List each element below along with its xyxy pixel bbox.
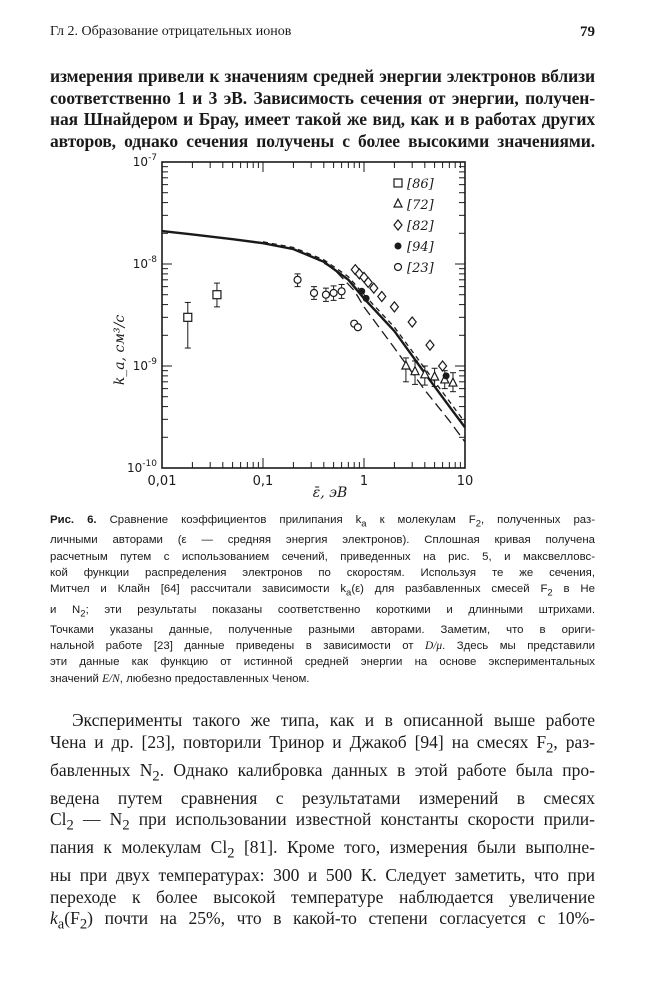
caption-line: нальной работе [23] данные приведены в зависимости от D/μ. Здесь мы представили	[50, 640, 595, 653]
legend-marker-open-circle	[395, 264, 402, 271]
legend-label: [23]	[407, 261, 434, 276]
paragraph-top	[50, 66, 595, 152]
text-line: авторов, однако сечения получены с более высокими значениями.	[50, 130, 595, 151]
text-line: ная Шнайдером и Брау, имеет такой же вид, как и в работах других	[50, 109, 595, 129]
text-line: $k_a(F_2)$ почти на 25%, что в какой-то степени согласуется с 10%-	[50, 908, 595, 933]
caption-line: и $N_2$; эти результаты показаны соответственно короткими и длинными штрихами.	[50, 603, 595, 619]
data-point-diamond	[439, 361, 447, 371]
data-point-triangle	[411, 367, 419, 375]
data-point-diamond	[426, 340, 434, 350]
data-point-filled-circle	[443, 372, 450, 379]
paragraph-bottom	[50, 710, 595, 936]
y-axis-label: k_a, см³/с	[112, 314, 128, 386]
data-point-triangle	[402, 361, 410, 369]
data-point-diamond	[390, 302, 398, 312]
data-point-square	[213, 291, 221, 299]
y-tick-label: $10^{-9}$	[132, 357, 157, 373]
page-header	[50, 24, 595, 46]
legend-label: [86]	[407, 177, 434, 192]
data-point-open-circle	[330, 289, 337, 296]
y-tick-label: $10^{-8}$	[132, 255, 157, 271]
legend-marker-triangle	[394, 199, 402, 207]
caption-line: Точками указаны данные, полученные разными авторами. Заметим, что в ориги-	[50, 624, 595, 637]
text-line: ведена путем сравнения с результатами измерений в смесях	[50, 787, 595, 808]
text-line: $Cl_2$ — $N_2$ при использовании известной константы скорости прили-	[50, 809, 595, 834]
x-axis-label: ε̄, эВ	[312, 485, 348, 501]
text-line: Чена и др. [23], повторили Тринор и Джакоб [94] на смесях $F_2$, раз-	[50, 731, 595, 756]
legend-label: [72]	[407, 198, 434, 213]
caption-line: личными авторами (ε — средняя энергия электронов). Сплошная кривая получена	[50, 534, 595, 547]
text-line: соответственно 1 и 3 эВ. Зависимость сечения от энергии, получен-	[50, 87, 595, 108]
data-point-open-circle	[338, 288, 345, 295]
text-line: Эксперименты такого же типа, как и в описанной выше работе	[72, 710, 595, 730]
caption-line: эти данные как функцию от истинной средней энергии на основе экспериментальных	[50, 656, 595, 669]
caption-line: Митчел и Клайн [64] рассчитали зависимости $k_a(\varepsilon)$ для разбавленных смесей $F_2$ в Не	[50, 583, 595, 599]
legend-label: [82]	[407, 219, 434, 234]
data-point-diamond	[378, 292, 386, 302]
curve-long-dash	[311, 256, 465, 442]
text-line: пания к молекулам $Cl_2$ [81]. Кроме того, измерения были выполне-	[50, 837, 595, 862]
x-tick-label: 10	[456, 474, 474, 489]
caption-line: значений E/N, любезно предоставленных Ченом.	[50, 672, 310, 685]
figure-caption	[50, 512, 595, 687]
x-tick-label: 0,1	[252, 474, 274, 489]
text-line: измерения привели к значениям средней энергии электронов вблизи	[50, 66, 595, 86]
caption-label: Рис. 6.	[50, 514, 97, 526]
text-line: бавленных $N_2$. Однако калибровка данных в этой работе была про-	[50, 759, 595, 784]
legend-marker-diamond	[394, 220, 402, 230]
curve-short-dash	[263, 242, 465, 423]
y-tick-label: $10^{-10}$	[127, 459, 157, 475]
attachment-rate-chart	[110, 150, 510, 505]
y-tick-label: $10^{-7}$	[132, 153, 157, 169]
data-point-open-circle	[322, 291, 329, 298]
data-point-filled-circle	[358, 288, 365, 295]
data-point-open-circle	[354, 324, 361, 331]
data-point-filled-circle	[363, 295, 370, 302]
data-point-triangle	[431, 372, 439, 380]
data-point-open-circle	[311, 289, 318, 296]
figure-6	[110, 150, 510, 505]
caption-line: расчетным путем с использованием сечений, приведенных на рис. 5, и максвелловс-	[50, 550, 595, 563]
data-point-diamond	[408, 317, 416, 327]
legend-label: [94]	[407, 240, 434, 255]
caption-line: кой функции распределения электронов по скоростям. Используя те же сечения,	[50, 566, 595, 579]
running-head: Гл 2. Образование отрицательных ионов	[50, 24, 292, 39]
x-tick-label: 0,01	[147, 474, 177, 489]
legend-marker-square	[394, 179, 402, 187]
x-tick-label: 1	[359, 474, 369, 489]
data-point-open-circle	[294, 276, 301, 283]
data-point-square	[184, 313, 192, 321]
data-point-triangle	[449, 378, 457, 386]
caption-line: Рис. 6. Сравнение коэффициентов прилипания $k_a$ к молекулам $F_2$, полученных раз-	[50, 514, 596, 530]
text-line: переходе к более высокой температуре наблюдается увеличение	[50, 886, 595, 907]
legend-marker-filled-circle	[395, 243, 402, 250]
text-line: ны при двух температурах: 300 и 500 К. Следует заметить, что при	[50, 865, 595, 885]
page-number: 79	[580, 24, 595, 40]
